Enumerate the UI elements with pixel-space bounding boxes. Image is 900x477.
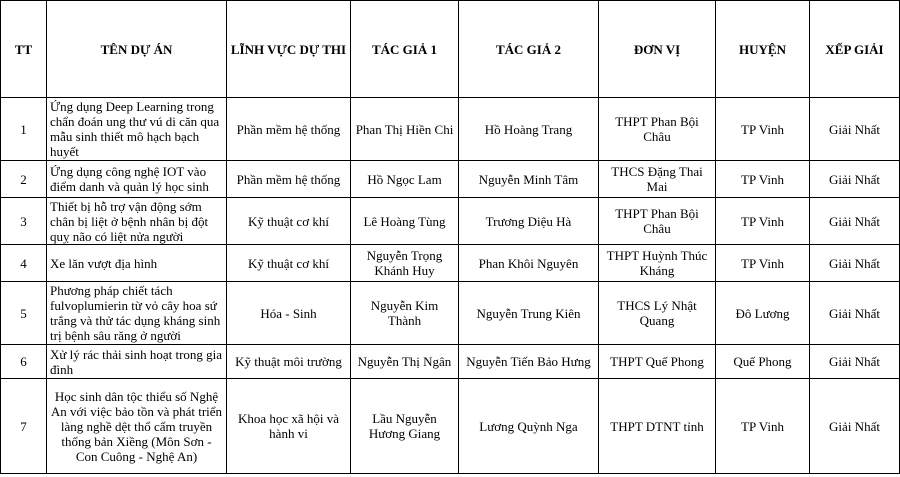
cell-field: Kỹ thuật cơ khí bbox=[227, 245, 351, 282]
cell-field: Khoa học xã hội và hành vi bbox=[227, 379, 351, 474]
cell-name: Xe lăn vượt địa hình bbox=[47, 245, 227, 282]
table-row bbox=[1, 282, 900, 345]
cell-prize: Giải Nhất bbox=[810, 98, 900, 161]
cell-prize: Giải Nhất bbox=[810, 161, 900, 198]
header-tt: TT bbox=[1, 1, 47, 98]
cell-author2: Nguyễn Minh Tâm bbox=[459, 161, 599, 198]
cell-author1: Lầu Nguyễn Hương Giang bbox=[351, 379, 459, 474]
table-row bbox=[1, 245, 900, 282]
cell-author1: Phan Thị Hiền Chi bbox=[351, 98, 459, 161]
cell-unit: THCS Đặng Thai Mai bbox=[599, 161, 716, 198]
cell-author1: Nguyễn Trọng Khánh Huy bbox=[351, 245, 459, 282]
cell-author1: Nguyễn Kim Thành bbox=[351, 282, 459, 345]
cell-unit: THPT Phan Bội Châu bbox=[599, 198, 716, 245]
cell-author2: Lương Quỳnh Nga bbox=[459, 379, 599, 474]
cell-author1: Hồ Ngọc Lam bbox=[351, 161, 459, 198]
header-district: HUYỆN bbox=[716, 1, 810, 98]
cell-district: Quế Phong bbox=[716, 345, 810, 379]
cell-prize: Giải Nhất bbox=[810, 198, 900, 245]
cell-name: Ứng dụng Deep Learning trong chẩn đoán ung thư vú di căn qua mẫu sinh thiết mô hạch bạch huyết bbox=[47, 98, 227, 161]
cell-author2: Nguyễn Trung Kiên bbox=[459, 282, 599, 345]
table-row bbox=[1, 161, 900, 198]
cell-name: Phương pháp chiết tách fulvoplumierin từ vỏ cây hoa sứ trắng và thử tác dụng kháng sinh trị bệnh sâu răng ở người bbox=[47, 282, 227, 345]
cell-field: Hóa - Sinh bbox=[227, 282, 351, 345]
cell-tt: 2 bbox=[1, 161, 47, 198]
header-author2: TÁC GIẢ 2 bbox=[459, 1, 599, 98]
cell-district: Đô Lương bbox=[716, 282, 810, 345]
cell-district: TP Vinh bbox=[716, 98, 810, 161]
header-prize: XẾP GIẢI bbox=[810, 1, 900, 98]
cell-unit: THCS Lý Nhật Quang bbox=[599, 282, 716, 345]
cell-author2: Nguyễn Tiến Bảo Hưng bbox=[459, 345, 599, 379]
table-row bbox=[1, 198, 900, 245]
cell-prize: Giải Nhất bbox=[810, 379, 900, 474]
cell-author2: Trương Diệu Hà bbox=[459, 198, 599, 245]
cell-district: TP Vinh bbox=[716, 161, 810, 198]
header-row bbox=[1, 1, 900, 98]
header-unit: ĐƠN VỊ bbox=[599, 1, 716, 98]
cell-prize: Giải Nhất bbox=[810, 282, 900, 345]
cell-name: Xử lý rác thải sinh hoạt trong gia đình bbox=[47, 345, 227, 379]
cell-unit: THPT Huỳnh Thúc Kháng bbox=[599, 245, 716, 282]
cell-tt: 1 bbox=[1, 98, 47, 161]
cell-district: TP Vinh bbox=[716, 198, 810, 245]
cell-unit: THPT Phan Bội Châu bbox=[599, 98, 716, 161]
cell-author2: Hồ Hoàng Trang bbox=[459, 98, 599, 161]
cell-name: Ứng dụng công nghệ IOT vào điểm danh và quản lý học sinh bbox=[47, 161, 227, 198]
cell-unit: THPT Quế Phong bbox=[599, 345, 716, 379]
cell-prize: Giải Nhất bbox=[810, 345, 900, 379]
table-row bbox=[1, 345, 900, 379]
cell-tt: 4 bbox=[1, 245, 47, 282]
header-field: LĨNH VỰC DỰ THI bbox=[227, 1, 351, 98]
cell-name: Học sinh dân tộc thiểu số Nghệ An với việc bảo tồn và phát triển làng nghề dệt thổ cẩm truyền thống bản Xiềng (Môn Sơn - Con Cuông - Nghệ An) bbox=[47, 379, 227, 474]
cell-author1: Nguyễn Thị Ngân bbox=[351, 345, 459, 379]
cell-tt: 6 bbox=[1, 345, 47, 379]
table-row bbox=[1, 98, 900, 161]
cell-district: TP Vinh bbox=[716, 245, 810, 282]
cell-field: Kỹ thuật môi trường bbox=[227, 345, 351, 379]
cell-field: Kỹ thuật cơ khí bbox=[227, 198, 351, 245]
cell-unit: THPT DTNT tỉnh bbox=[599, 379, 716, 474]
cell-tt: 5 bbox=[1, 282, 47, 345]
cell-author1: Lê Hoàng Tùng bbox=[351, 198, 459, 245]
table-row bbox=[1, 379, 900, 474]
header-author1: TÁC GIẢ 1 bbox=[351, 1, 459, 98]
cell-field: Phần mềm hệ thống bbox=[227, 98, 351, 161]
cell-author2: Phan Khôi Nguyên bbox=[459, 245, 599, 282]
cell-tt: 7 bbox=[1, 379, 47, 474]
cell-name: Thiết bị hỗ trợ vận động sớm chân bị liệt ở bệnh nhân bị đột quỵ não có liệt nửa người bbox=[47, 198, 227, 245]
cell-prize: Giải Nhất bbox=[810, 245, 900, 282]
header-name: TÊN DỰ ÁN bbox=[47, 1, 227, 98]
cell-field: Phần mềm hệ thống bbox=[227, 161, 351, 198]
cell-district: TP Vinh bbox=[716, 379, 810, 474]
cell-tt: 3 bbox=[1, 198, 47, 245]
